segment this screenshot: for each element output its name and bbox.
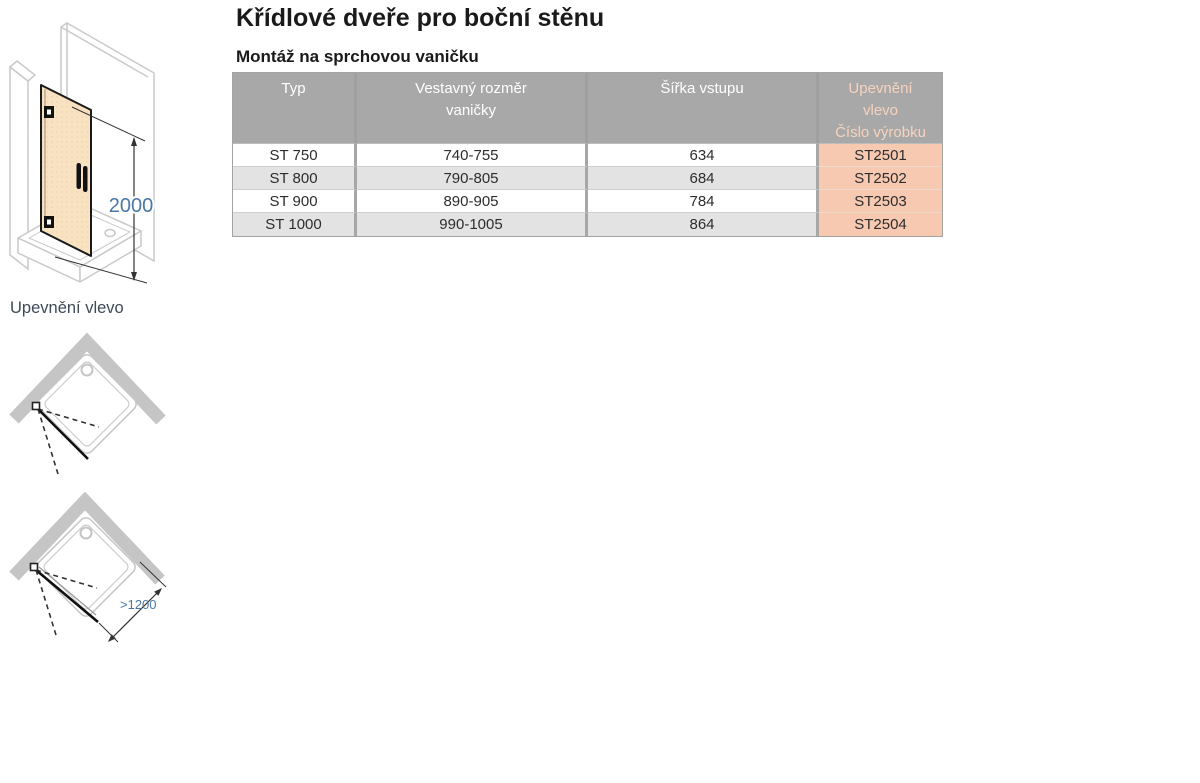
cell-rozmer: 790-805: [357, 167, 588, 190]
page-subtitle: Montáž na sprchovou vaničku: [236, 47, 479, 66]
product-table: [232, 72, 943, 237]
cell-typ: ST 1000: [233, 213, 357, 236]
cell-sirka: 684: [588, 167, 819, 190]
header-vestavny-rozmer: Vestavný rozměr vaničky: [357, 73, 588, 144]
cell-product-code: ST2504: [819, 213, 942, 236]
hinge-icon: [33, 403, 40, 410]
cell-rozmer: 740-755: [357, 144, 588, 167]
drain-icon: [81, 528, 92, 539]
cell-sirka: 634: [588, 144, 819, 167]
cell-rozmer: 890-905: [357, 190, 588, 213]
hinge-icon: [31, 564, 38, 571]
top-view-door-diagram: [8, 333, 173, 483]
header-typ: Typ: [233, 73, 357, 144]
header-sirka-vstupu: Šířka vstupu: [588, 73, 819, 144]
cell-typ: ST 750: [233, 144, 357, 167]
table-row: [233, 213, 942, 236]
table-header-row: [233, 73, 942, 144]
isometric-shower-door-diagram: [5, 10, 195, 295]
top-view-door-side-panel-diagram: [8, 492, 208, 662]
cell-sirka: 864: [588, 213, 819, 236]
mount-side-label: Upevnění vlevo: [10, 299, 124, 317]
cell-typ: ST 900: [233, 190, 357, 213]
hinge-icon: [44, 106, 54, 118]
cell-product-code: ST2502: [819, 167, 942, 190]
cell-typ: ST 800: [233, 167, 357, 190]
hinge-icon: [44, 216, 54, 228]
glass-door-panel: [41, 85, 91, 256]
cell-sirka: 784: [588, 190, 819, 213]
cell-product-code: ST2503: [819, 190, 942, 213]
dimension-label: >1200: [120, 597, 157, 612]
cell-rozmer: 990-1005: [357, 213, 588, 236]
table-row: [233, 167, 942, 190]
cell-product-code: ST2501: [819, 144, 942, 167]
drain-icon: [82, 365, 93, 376]
drain-icon: [105, 230, 115, 237]
table-row: [233, 190, 942, 213]
header-cislo-vyrobku: Upevnění vlevo Číslo výrobku: [819, 73, 942, 144]
dimension-label: 2000: [108, 195, 154, 217]
tray-top-view: [35, 352, 139, 456]
table-row: [233, 144, 942, 167]
page-title: Křídlové dveře pro boční stěnu: [236, 4, 605, 32]
